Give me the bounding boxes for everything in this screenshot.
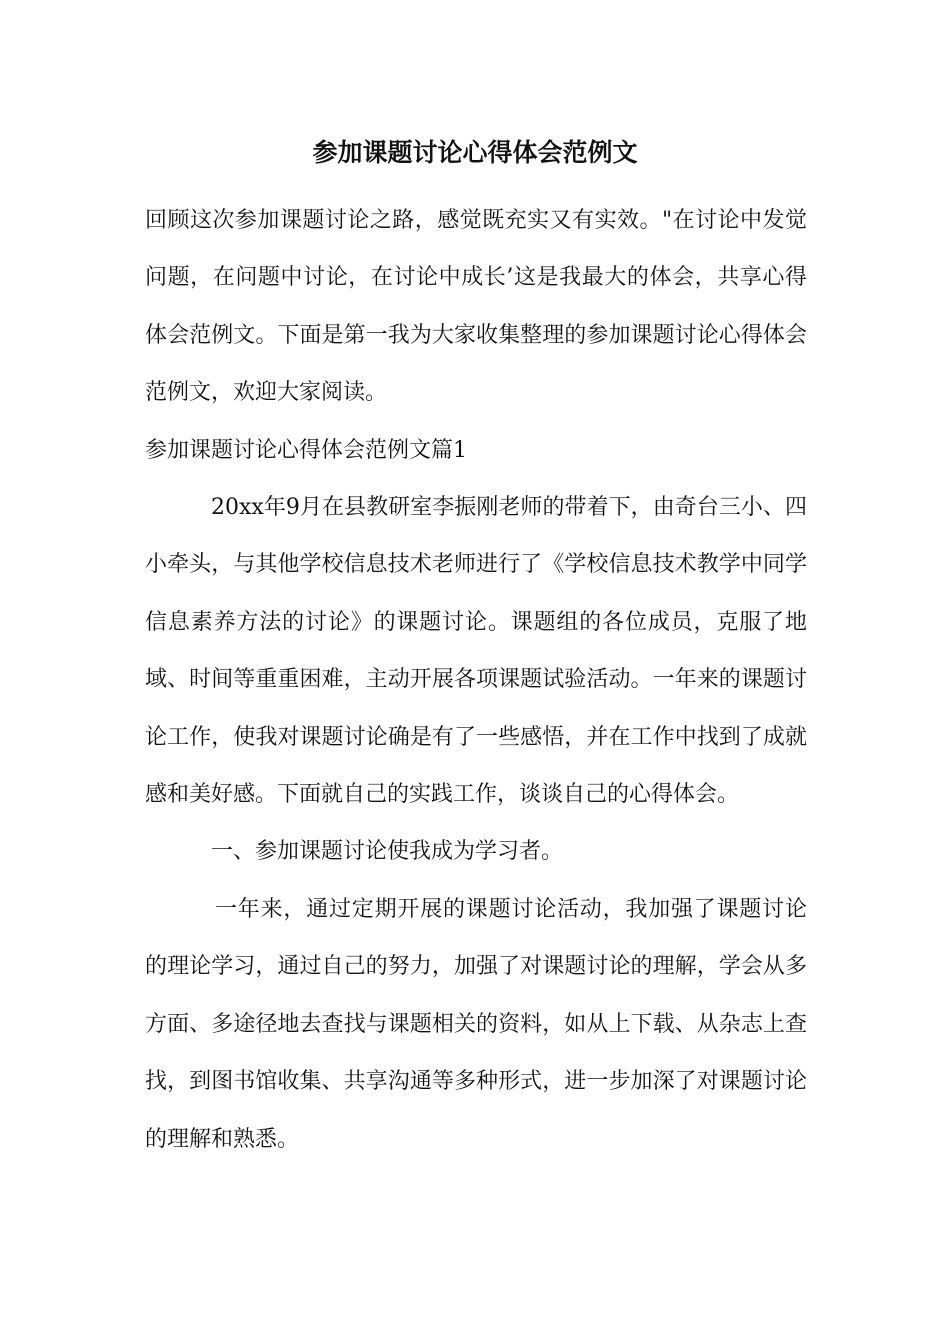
body-paragraph-2: 一年来，通过定期开展的课题讨论活动，我加强了课题讨论的理论学习，通过自己的努力，加强了对课题讨论的理解，学会从多方面、多途径地去查找与课题相关的资料，如从上下载、从杂志上查找，到图书馆收集、共享沟通等多种形式，进一步加深了对课题讨论的理解和熟悉。: [145, 896, 807, 1152]
body-paragraph-1: 20xx年9月在县教研室李振刚老师的带着下，由奇台三小、四小牵头，与其他学校信息技术老师进行了《学校信息技术教学中同学信息素养方法的讨论》的课题讨论。课题组的各位成员，克服了地域、时间等重重困难，主动开展各项课题试验活动。一年来的课题讨论工作，使我对课题讨论确是有了一些感悟，并在工作中找到了成就感和美好感。下面就自己的实践工作，谈谈自己的心得体会。: [145, 495, 807, 808]
intro-paragraph: 回顾这次参加课题讨论之路，感觉既充实又有实效。"在讨论中发觉问题，在问题中讨论，在讨论中成长’这是我最大的体会，共享心得体会范例文。下面是第一我为大家收集整理的参加课题讨论心得体会范例文，欢迎大家阅读。: [145, 208, 807, 406]
document-title: 参加课题讨论心得体会范例文: [312, 138, 638, 167]
body-subheading-1: 一、参加课题讨论使我成为学习者。: [211, 839, 564, 865]
document-body: [145, 192, 807, 1168]
section-heading: 参加课题讨论心得体会范例文篇1: [145, 437, 467, 463]
